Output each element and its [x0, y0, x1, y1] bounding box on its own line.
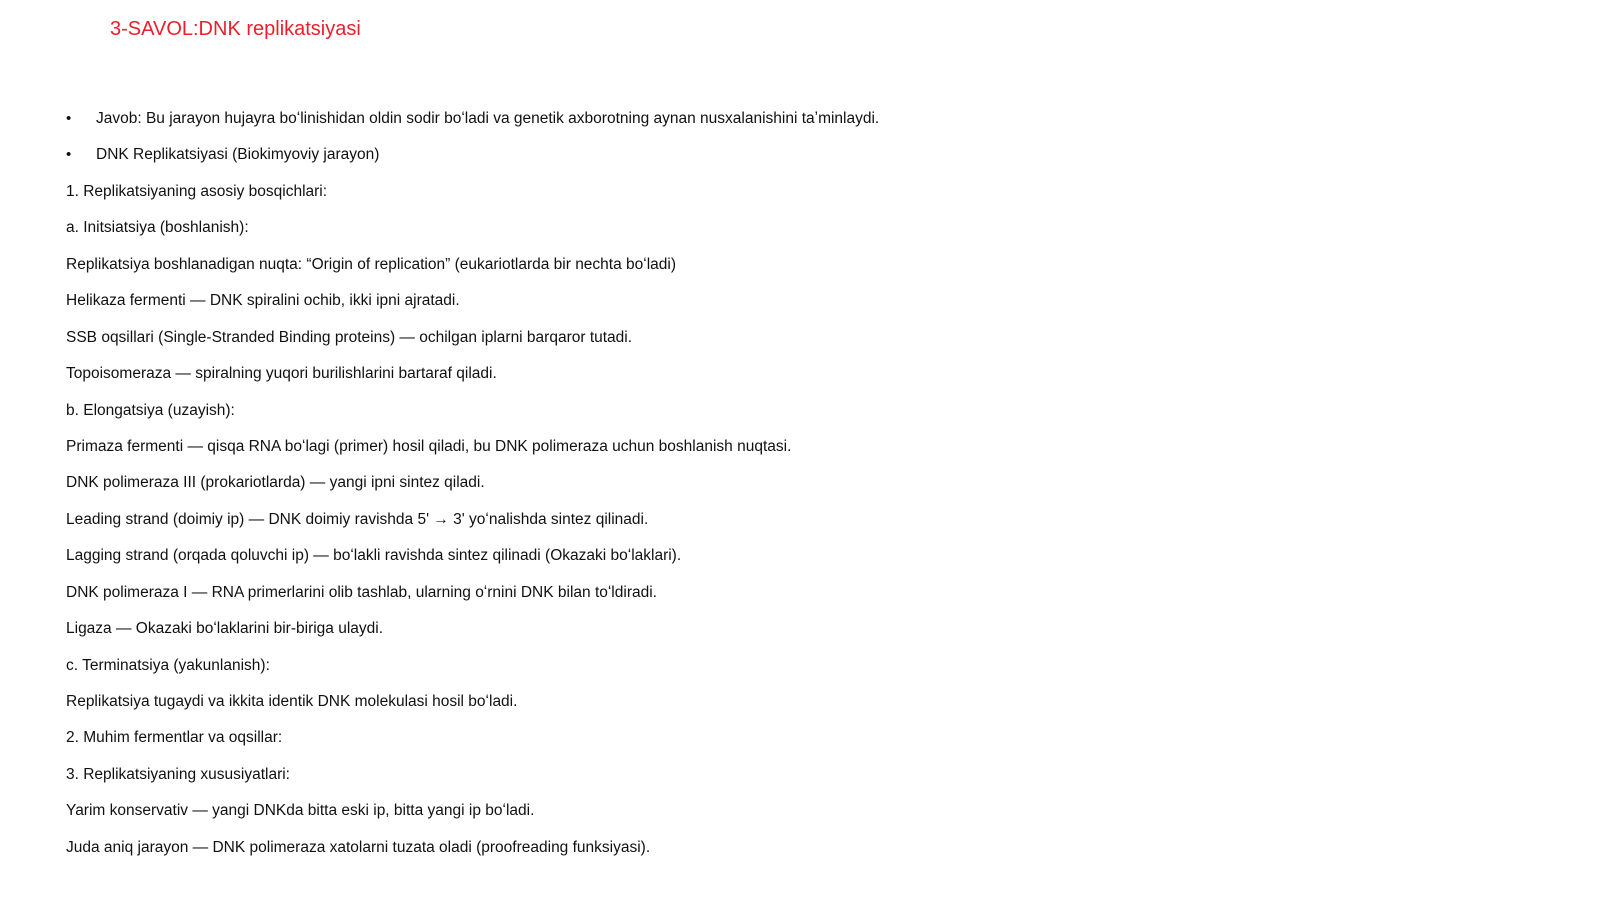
slide-title: 3-SAVOL:DNK replikatsiyasi [110, 18, 361, 40]
text-line: Yarim konservativ — yangi DNKda bitta eski ip, bitta yangi ip boʻladi. [66, 802, 535, 820]
text-line: Topoisomeraza — spiralning yuqori burilishlarini bartaraf qiladi. [66, 365, 497, 383]
section-heading-stages: 1. Replikatsiyaning asosiy bosqichlari: [66, 182, 328, 200]
subsection-initiation: a. Initsiatsiya (boshlanish): [66, 219, 249, 237]
text-line: Replikatsiya tugaydi va ikkita identik DNK molekulasi hosil boʻladi. [66, 693, 518, 710]
text-line: DNK polimeraza I — RNA primerlarini olib tashlab, ularning oʻrnini DNK bilan toʻldiradi. [66, 583, 657, 601]
text-line: DNK polimeraza III (prokariotlarda) — yangi ipni sintez qiladi. [66, 474, 485, 492]
section-heading-properties: 3. Replikatsiyaning xususiyatlari: [66, 765, 290, 783]
subsection-elongation: b. Elongatsiya (uzayish): [66, 401, 235, 419]
bullet-icon: • [66, 110, 72, 127]
subsection-termination: c. Terminatsiya (yakunlanish): [66, 656, 270, 674]
text-line: Helikaza fermenti — DNK spiralini ochib, ikki ipni ajratadi. [66, 292, 460, 310]
text-line: Ligaza — Okazaki boʻlaklarini bir-biriga ulaydi. [66, 620, 384, 638]
bullet-text-heading: DNK Replikatsiyasi (Biokimyoviy jarayon) [96, 146, 380, 164]
text-line: Juda aniq jarayon — DNK polimeraza xatolarni tuzata oladi (proofreading funksiyasi). [66, 838, 651, 856]
section-heading-enzymes: 2. Muhim fermentlar va oqsillar: [66, 729, 283, 747]
text-line: Leading strand (doimiy ip) — DNK doimiy ravishda 5' → 3' yoʻnalishda sintez qilinadi. [66, 510, 649, 528]
bullet-icon: • [66, 146, 72, 164]
text-line: Primaza fermenti — qisqa RNA boʻlagi (primer) hosil qiladi, bu DNK polimeraza uchun boshlanish nuqtasi. [66, 437, 792, 455]
bullet-item [66, 109, 1546, 145]
text-line: Lagging strand (orqada qoluvchi ip) — boʻlakli ravishda sintez qilinadi (Okazaki boʻlaklari). [66, 547, 682, 565]
bullet-item [66, 145, 1546, 181]
bullet-text-answer: Javob: Bu jarayon hujayra boʻlinishidan oldin sodir boʻladi va genetik axborotning aynan nusxalanishini taʼminlaydi. [96, 110, 880, 127]
slide-content [66, 109, 1546, 874]
text-line: SSB oqsillari (Single-Stranded Binding proteins) — ochilgan iplarni barqaror tutadi. [66, 328, 633, 346]
text-line: Replikatsiya boshlanadigan nuqta: “Origin of replication” (eukariotlarda bir nechta boʻladi) [66, 255, 677, 273]
